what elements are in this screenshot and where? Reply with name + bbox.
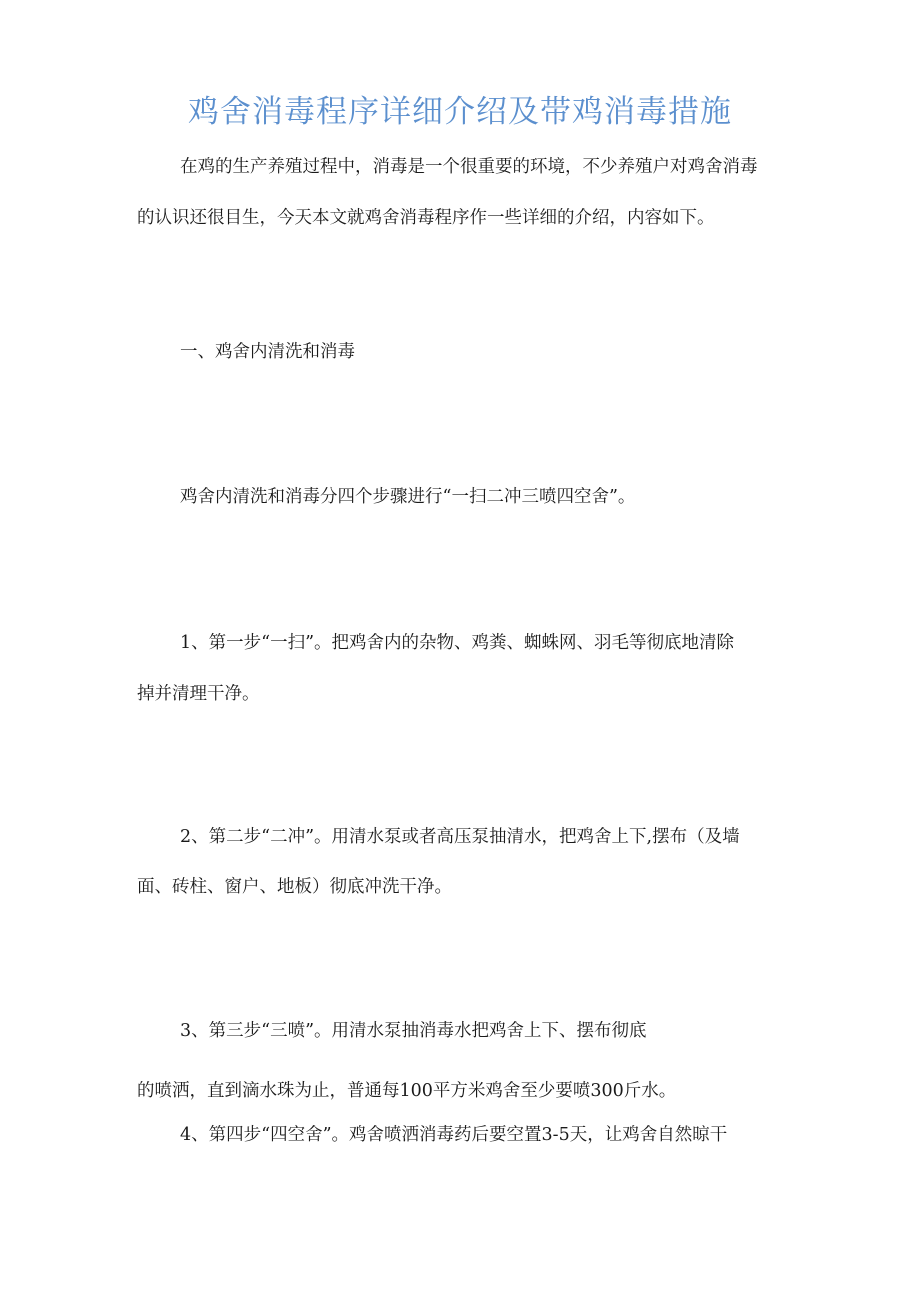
step-2-line-2: 面、砖柱、窗户、地板）彻底冲洗干净。 bbox=[137, 877, 452, 897]
section-summary: 鸡舍内清洗和消毒分四个步骤进行“一扫二冲三喷四空舍”。 bbox=[180, 487, 636, 507]
section-heading: 一、鸡舍内清洗和消毒 bbox=[180, 342, 355, 362]
step-4-line-1: 4、第四步“四空舍”。鸡舍喷洒消毒药后要空置3-5天，让鸡舍自然晾干 bbox=[180, 1125, 728, 1145]
intro-line-1: 在鸡的生产养殖过程中，消毒是一个很重要的环境，不少养殖户对鸡舍消毒 bbox=[180, 157, 758, 177]
step-1-line-2: 掉并清理干净。 bbox=[137, 684, 260, 704]
intro-line-2: 的认识还很目生，今天本文就鸡舍消毒程序作一些详细的介绍，内容如下。 bbox=[137, 208, 715, 228]
step-3-line-1: 3、第三步“三喷”。用清水泵抽消毒水把鸡舍上下、摆布彻底 bbox=[180, 1021, 647, 1041]
step-2-line-1: 2、第二步“二冲”。用清水泵或者高压泵抽清水，把鸡舍上下,摆布（及墙 bbox=[180, 827, 740, 847]
document-title: 鸡舍消毒程序详细介绍及带鸡消毒措施 bbox=[188, 94, 732, 130]
step-1-line-1: 1、第一步“一扫”。把鸡舍内的杂物、鸡粪、蜘蛛网、羽毛等彻底地清除 bbox=[180, 633, 735, 653]
step-3-line-2: 的喷洒，直到滴水珠为止，普通每100平方米鸡舍至少要喷300斤水。 bbox=[137, 1081, 677, 1101]
